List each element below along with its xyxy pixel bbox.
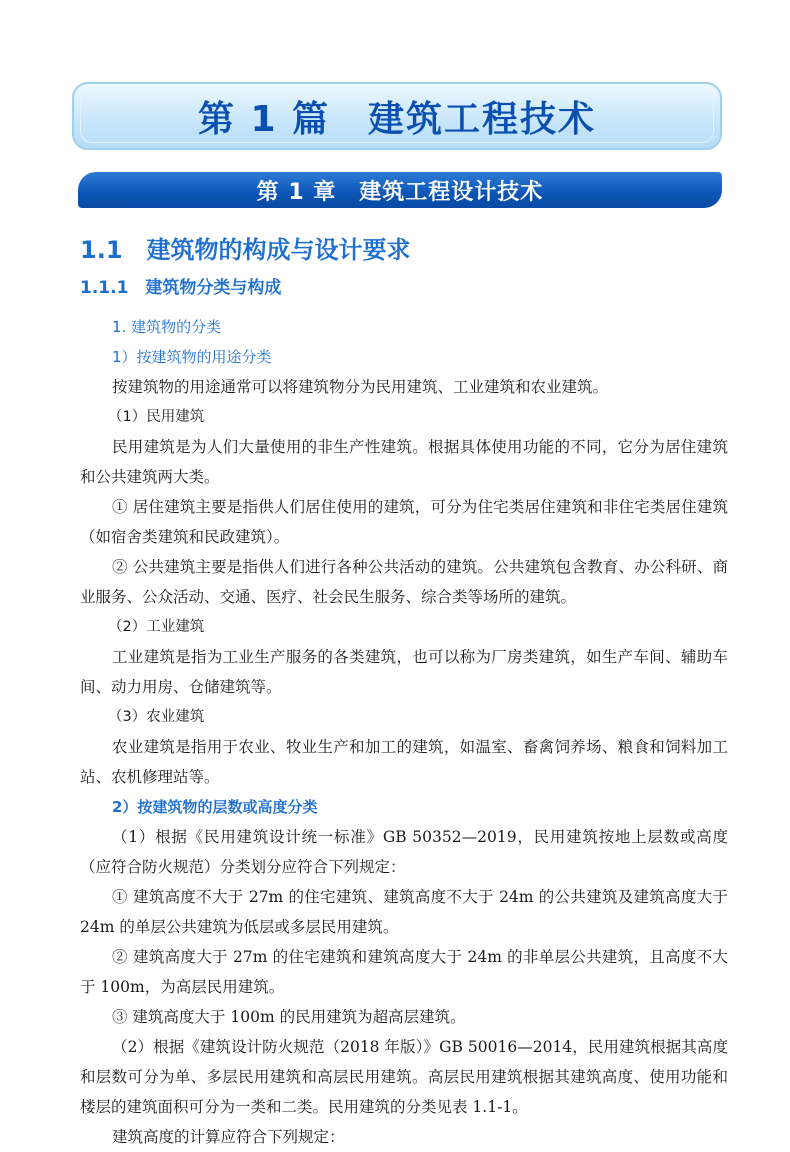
body-text — [80, 312, 728, 1152]
paragraph: ① 建筑高度不大于 27m 的住宅建筑、建筑高度不大于 24m 的公共建筑及建筑高度大于 24m 的单层公共建筑为低层或多层民用建筑。 — [80, 888, 728, 936]
paragraph: （1）根据《民用建筑设计统一标准》GB 50352—2019，民用建筑按地上层数或高度（应符合防火规范）分类划分应符合下列规定： — [80, 828, 728, 876]
paragraph: 建筑高度的计算应符合下列规定： — [112, 1128, 345, 1146]
heading-level-5: （2）工业建筑 — [108, 619, 205, 635]
heading-level-5: （1）民用建筑 — [108, 409, 205, 425]
heading-level-5: （3）农业建筑 — [108, 709, 205, 725]
paragraph: ③ 建筑高度大于 100m 的民用建筑为超高层建筑。 — [112, 1008, 466, 1026]
paragraph: 工业建筑是指为工业生产服务的各类建筑，也可以称为厂房类建筑，如生产车间、辅助车间、动力用房、仓储建筑等。 — [80, 648, 728, 696]
subsection-heading: 1.1.1 建筑物分类与构成 — [80, 278, 282, 298]
chapter-banner — [78, 172, 722, 208]
paragraph: （2）根据《建筑设计防火规范（2018 年版）》GB 50016—2014，民用建筑根据其高度和层数可分为单、多层民用建筑和高层民用建筑。高层民用建筑根据其建筑高度、使用功能和楼层的建筑面积可分为一类和二类。民用建筑的分类见表 1.1-1。 — [80, 1038, 728, 1116]
paragraph: 按建筑物的用途通常可以将建筑物分为民用建筑、工业建筑和农业建筑。 — [112, 378, 609, 396]
heading-level-4: 1）按建筑物的用途分类 — [112, 348, 272, 366]
paragraph: ① 居住建筑主要是指供人们居住使用的建筑，可分为住宅类居住建筑和非住宅类居住建筑（如宿舍类建筑和民政建筑）。 — [80, 498, 728, 546]
paragraph: ② 公共建筑主要是指供人们进行各种公共活动的建筑。公共建筑包含教育、办公科研、商业服务、公众活动、交通、医疗、社会民生服务、综合类等场所的建筑。 — [80, 558, 728, 606]
part-banner — [72, 82, 722, 150]
paragraph: ② 建筑高度大于 27m 的住宅建筑和建筑高度大于 24m 的非单层公共建筑，且高度不大于 100m，为高层民用建筑。 — [80, 948, 728, 996]
chapter-title: 第 1 章 建筑工程设计技术 — [256, 179, 544, 205]
paragraph: 民用建筑是为人们大量使用的非生产性建筑。根据具体使用功能的不同，它分为居住建筑和公共建筑两大类。 — [80, 438, 728, 486]
heading-level-3: 1. 建筑物的分类 — [112, 318, 222, 336]
heading-level-4: 2）按建筑物的层数或高度分类 — [112, 798, 318, 816]
paragraph: 农业建筑是指用于农业、牧业生产和加工的建筑，如温室、畜禽饲养场、粮食和饲料加工站、农机修理站等。 — [80, 738, 728, 786]
part-title: 第 1 篇 建筑工程技术 — [197, 98, 597, 140]
section-heading: 1.1 建筑物的构成与设计要求 — [80, 236, 411, 264]
